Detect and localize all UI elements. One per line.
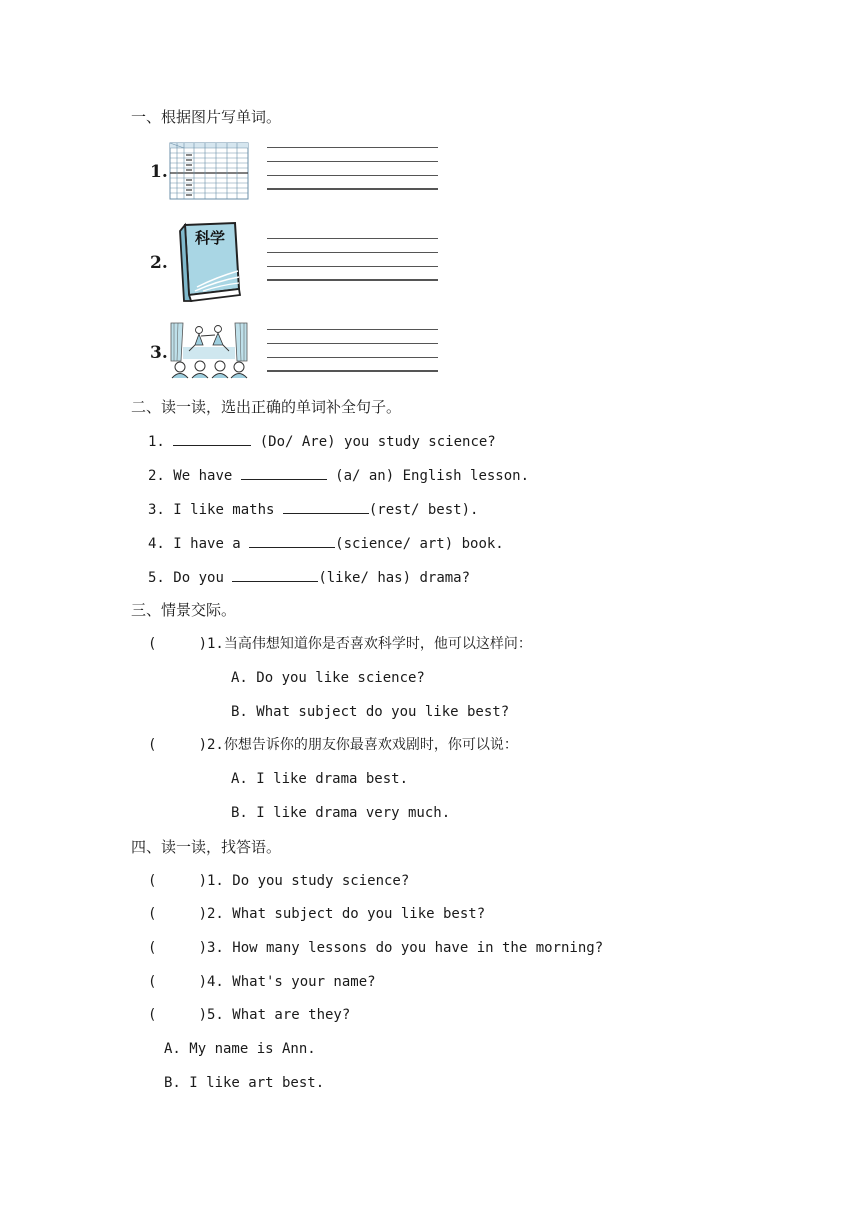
item2-writing-lines xyxy=(267,238,438,293)
drama-stage-icon xyxy=(169,321,249,379)
science-book-icon xyxy=(177,221,243,303)
item3-number: 3. xyxy=(150,343,168,363)
s2-sentence-1: 1. (Do/ Are) you study science? xyxy=(148,431,496,452)
s3-question-2: ( )2.你想告诉你的朋友你最喜欢戏剧时，你可以说： xyxy=(148,737,518,753)
s4-question-5: ( )5. What are they? xyxy=(148,1007,351,1023)
s3-question-1: ( )1.当高伟想知道你是否喜欢科学时，他可以这样问： xyxy=(148,636,532,652)
section4-heading: 四、读一读，找答语。 xyxy=(131,838,282,856)
s3-q2-option-a: A. I like drama best. xyxy=(231,771,409,787)
s3-q2-option-b: B. I like drama very much. xyxy=(231,805,451,821)
s4-question-3: ( )3. How many lessons do you have in the morning? xyxy=(148,940,604,956)
s2-sentence-2: 2. We have (a/ an) English lesson. xyxy=(148,465,529,486)
s2-sentence-4: 4. I have a (science/ art) book. xyxy=(148,533,504,554)
item3-writing-lines xyxy=(267,329,438,384)
section2-heading: 二、读一读，选出正确的单词补全句子。 xyxy=(131,398,402,416)
s4-answer-b: B. I like art best. xyxy=(164,1075,325,1091)
s2-blank-3[interactable] xyxy=(283,499,369,514)
s2-sentence-5: 5. Do you (like/ has) drama? xyxy=(148,567,470,588)
s3-q1-option-a: A. Do you like science? xyxy=(231,670,425,686)
item1-number: 1. xyxy=(150,162,168,182)
s2-sentence-3: 3. I like maths (rest/ best). xyxy=(148,499,478,520)
s2-blank-5[interactable] xyxy=(232,567,318,582)
s4-answer-a: A. My name is Ann. xyxy=(164,1041,316,1057)
s3-q1-option-b: B. What subject do you like best? xyxy=(231,704,510,720)
item1-writing-lines xyxy=(267,147,438,202)
science-book-text: 科学 xyxy=(194,229,226,247)
s2-blank-4[interactable] xyxy=(249,533,335,548)
section3-heading: 三、情景交际。 xyxy=(131,601,237,619)
s4-question-2: ( )2. What subject do you like best? xyxy=(148,906,486,922)
item2-number: 2. xyxy=(150,253,168,273)
timetable-icon xyxy=(169,142,249,200)
s4-question-4: ( )4. What's your name? xyxy=(148,974,376,990)
section1-heading: 一、根据图片写单词。 xyxy=(131,108,282,126)
s2-blank-2[interactable] xyxy=(241,465,327,480)
s4-question-1: ( )1. Do you study science? xyxy=(148,873,410,889)
s2-blank-1[interactable] xyxy=(173,431,251,446)
s2-num-1: 1. xyxy=(148,434,165,450)
